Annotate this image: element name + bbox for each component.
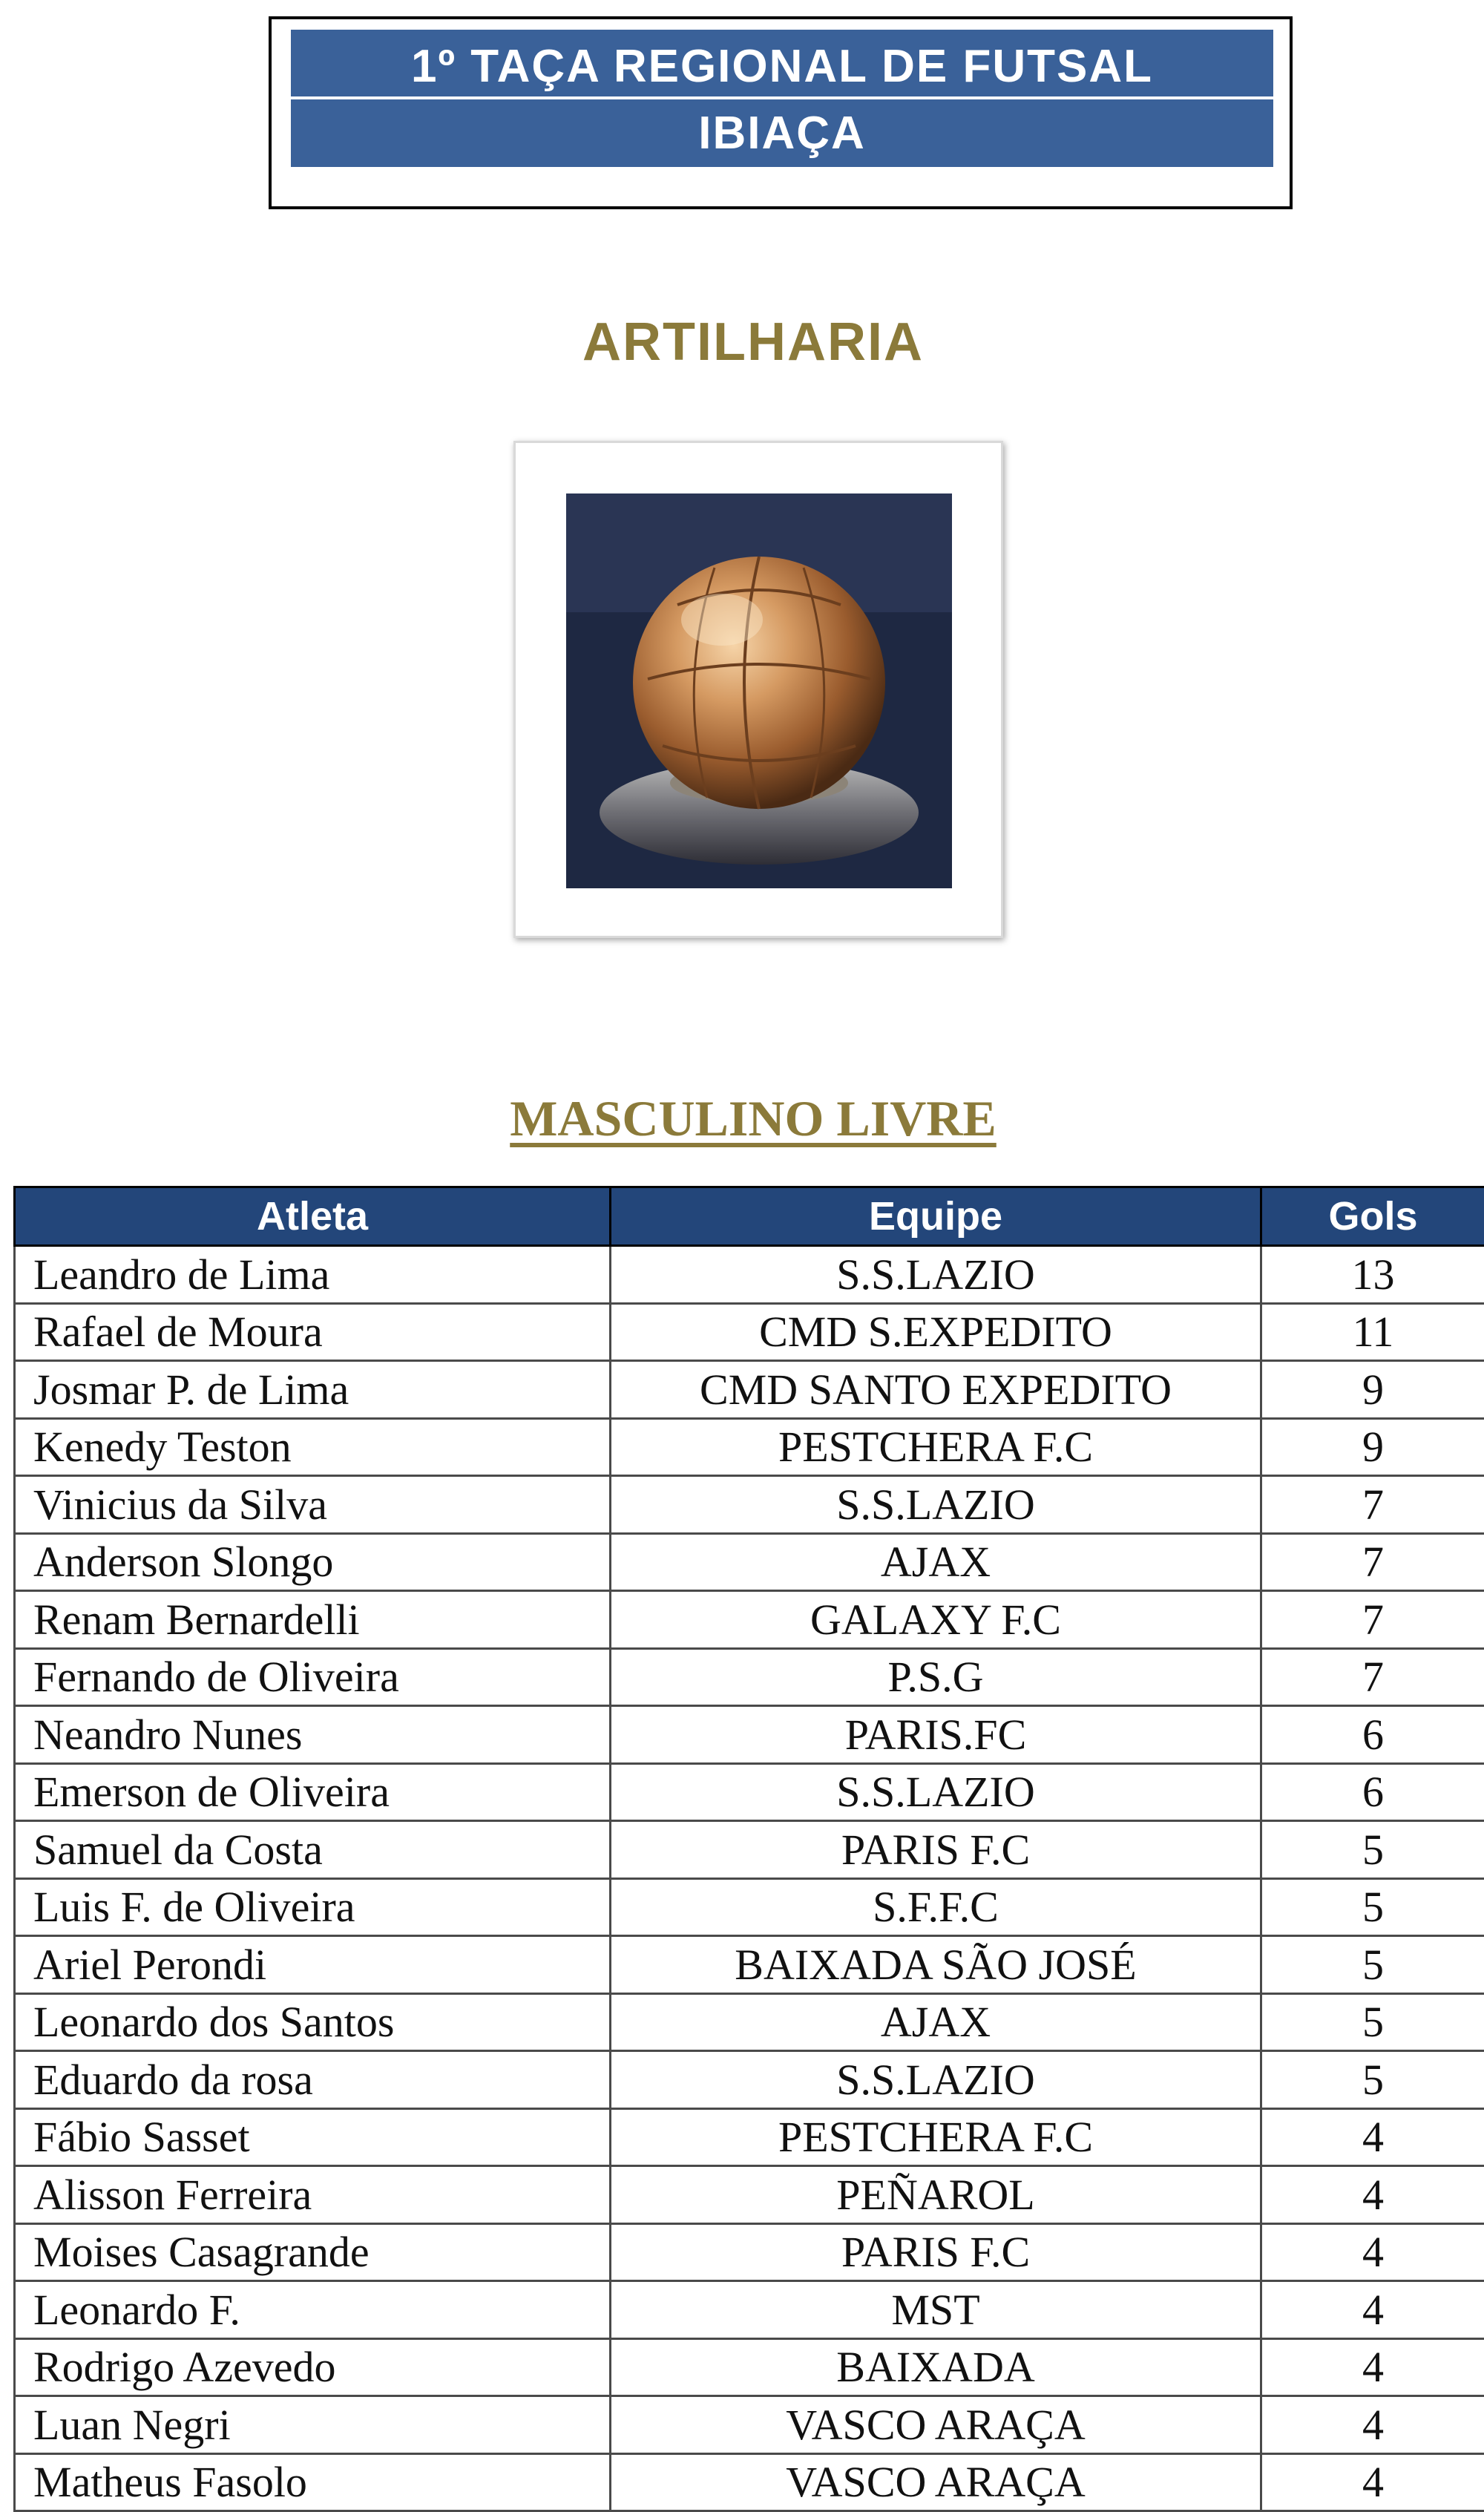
table-row (15, 1591, 1484, 1649)
athlete-name-cell: Emerson de Oliveira (15, 1763, 611, 1821)
team-name-cell: PESTCHERA F.C (611, 2108, 1261, 2166)
athlete-name-cell: Kenedy Teston (15, 1418, 611, 1476)
goals-cell: 4 (1261, 2396, 1484, 2454)
goals-cell: 4 (1261, 2338, 1484, 2396)
team-name-cell: BAIXADA (611, 2338, 1261, 2396)
team-name-cell: S.F.F.C (611, 1878, 1261, 1936)
column-header-goals: Gols (1261, 1187, 1484, 1246)
table-row (15, 2051, 1484, 2109)
section-title: ARTILHARIA (582, 312, 924, 372)
table-row (15, 2108, 1484, 2166)
goals-cell: 13 (1261, 1246, 1484, 1304)
table-row (15, 1361, 1484, 1419)
title-banner (269, 16, 1293, 209)
table-row (15, 1476, 1484, 1534)
golden-ball-icon (566, 493, 952, 888)
table-row (15, 2338, 1484, 2396)
team-name-cell: BAIXADA SÃO JOSÉ (611, 1936, 1261, 1994)
athlete-name-cell: Luan Negri (15, 2396, 611, 2454)
team-name-cell: PARIS F.C (611, 1821, 1261, 1879)
column-header-team: Equipe (611, 1187, 1261, 1246)
athlete-name-cell: Samuel da Costa (15, 1821, 611, 1879)
athlete-name-cell: Fábio Sasset (15, 2108, 611, 2166)
table-row (15, 2396, 1484, 2454)
category-title: MASCULINO LIVRE (510, 1090, 997, 1147)
table-row (15, 1246, 1484, 1304)
team-name-cell: GALAXY F.C (611, 1591, 1261, 1649)
goals-cell: 4 (1261, 2281, 1484, 2339)
team-name-cell: PESTCHERA F.C (611, 1418, 1261, 1476)
table-row (15, 1763, 1484, 1821)
team-name-cell: AJAX (611, 1993, 1261, 2051)
athlete-name-cell: Fernando de Oliveira (15, 1648, 611, 1706)
top-scorers-table (13, 1186, 1484, 2512)
table-row (15, 2166, 1484, 2224)
goals-cell: 9 (1261, 1418, 1484, 1476)
team-name-cell: PARIS.FC (611, 1706, 1261, 1764)
goals-cell: 5 (1261, 1821, 1484, 1879)
table-row (15, 1878, 1484, 1936)
athlete-name-cell: Leonardo dos Santos (15, 1993, 611, 2051)
trophy-image-frame (513, 441, 1003, 938)
goals-cell: 6 (1261, 1763, 1484, 1821)
goals-cell: 4 (1261, 2166, 1484, 2224)
team-name-cell: CMD S.EXPEDITO (611, 1303, 1261, 1361)
athlete-name-cell: Renam Bernardelli (15, 1591, 611, 1649)
tournament-title: 1º TAÇA REGIONAL DE FUTSAL (410, 41, 1154, 92)
goals-cell: 6 (1261, 1706, 1484, 1764)
athlete-name-cell: Alisson Ferreira (15, 2166, 611, 2224)
team-name-cell: AJAX (611, 1533, 1261, 1591)
table-row (15, 2453, 1484, 2511)
goals-cell: 11 (1261, 1303, 1484, 1361)
table-row (15, 1706, 1484, 1764)
team-name-cell: MST (611, 2281, 1261, 2339)
athlete-name-cell: Luis F. de Oliveira (15, 1878, 611, 1936)
table-body (15, 1246, 1484, 2511)
goals-cell: 5 (1261, 1936, 1484, 1994)
team-name-cell: S.S.LAZIO (611, 1763, 1261, 1821)
athlete-name-cell: Leandro de Lima (15, 1246, 611, 1304)
banner-divider (291, 96, 1273, 99)
team-name-cell: P.S.G (611, 1648, 1261, 1706)
team-name-cell: PEÑAROL (611, 2166, 1261, 2224)
athlete-name-cell: Rafael de Moura (15, 1303, 611, 1361)
table-row (15, 1648, 1484, 1706)
team-name-cell: S.S.LAZIO (611, 2051, 1261, 2109)
goals-cell: 5 (1261, 1993, 1484, 2051)
athlete-name-cell: Eduardo da rosa (15, 2051, 611, 2109)
goals-cell: 4 (1261, 2453, 1484, 2511)
golden-ball-trophy-image (566, 493, 952, 888)
table-header-row (15, 1187, 1484, 1246)
title-banner-fill (291, 30, 1273, 167)
athlete-name-cell: Matheus Fasolo (15, 2453, 611, 2511)
goals-cell: 5 (1261, 2051, 1484, 2109)
goals-cell: 7 (1261, 1533, 1484, 1591)
athlete-name-cell: Moises Casagrande (15, 2223, 611, 2281)
athlete-name-cell: Vinicius da Silva (15, 1476, 611, 1534)
table-row (15, 1936, 1484, 1994)
team-name-cell: VASCO ARAÇA (611, 2396, 1261, 2454)
team-name-cell: S.S.LAZIO (611, 1476, 1261, 1534)
goals-cell: 4 (1261, 2223, 1484, 2281)
athlete-name-cell: Ariel Perondi (15, 1936, 611, 1994)
table-row (15, 2223, 1484, 2281)
team-name-cell: VASCO ARAÇA (611, 2453, 1261, 2511)
column-header-athlete: Atleta (15, 1187, 611, 1246)
team-name-cell: S.S.LAZIO (611, 1246, 1261, 1304)
table-row (15, 2281, 1484, 2339)
goals-cell: 5 (1261, 1878, 1484, 1936)
team-name-cell: CMD SANTO EXPEDITO (611, 1361, 1261, 1419)
tournament-city: IBIAÇA (698, 108, 866, 159)
table-row (15, 1993, 1484, 2051)
goals-cell: 7 (1261, 1648, 1484, 1706)
athlete-name-cell: Josmar P. de Lima (15, 1361, 611, 1419)
goals-cell: 7 (1261, 1476, 1484, 1534)
goals-cell: 4 (1261, 2108, 1484, 2166)
goals-cell: 9 (1261, 1361, 1484, 1419)
athlete-name-cell: Leonardo F. (15, 2281, 611, 2339)
table-row (15, 1418, 1484, 1476)
table-row (15, 1303, 1484, 1361)
table-row (15, 1821, 1484, 1879)
athlete-name-cell: Rodrigo Azevedo (15, 2338, 611, 2396)
goals-cell: 7 (1261, 1591, 1484, 1649)
athlete-name-cell: Anderson Slongo (15, 1533, 611, 1591)
athlete-name-cell: Neandro Nunes (15, 1706, 611, 1764)
team-name-cell: PARIS F.C (611, 2223, 1261, 2281)
table-row (15, 1533, 1484, 1591)
